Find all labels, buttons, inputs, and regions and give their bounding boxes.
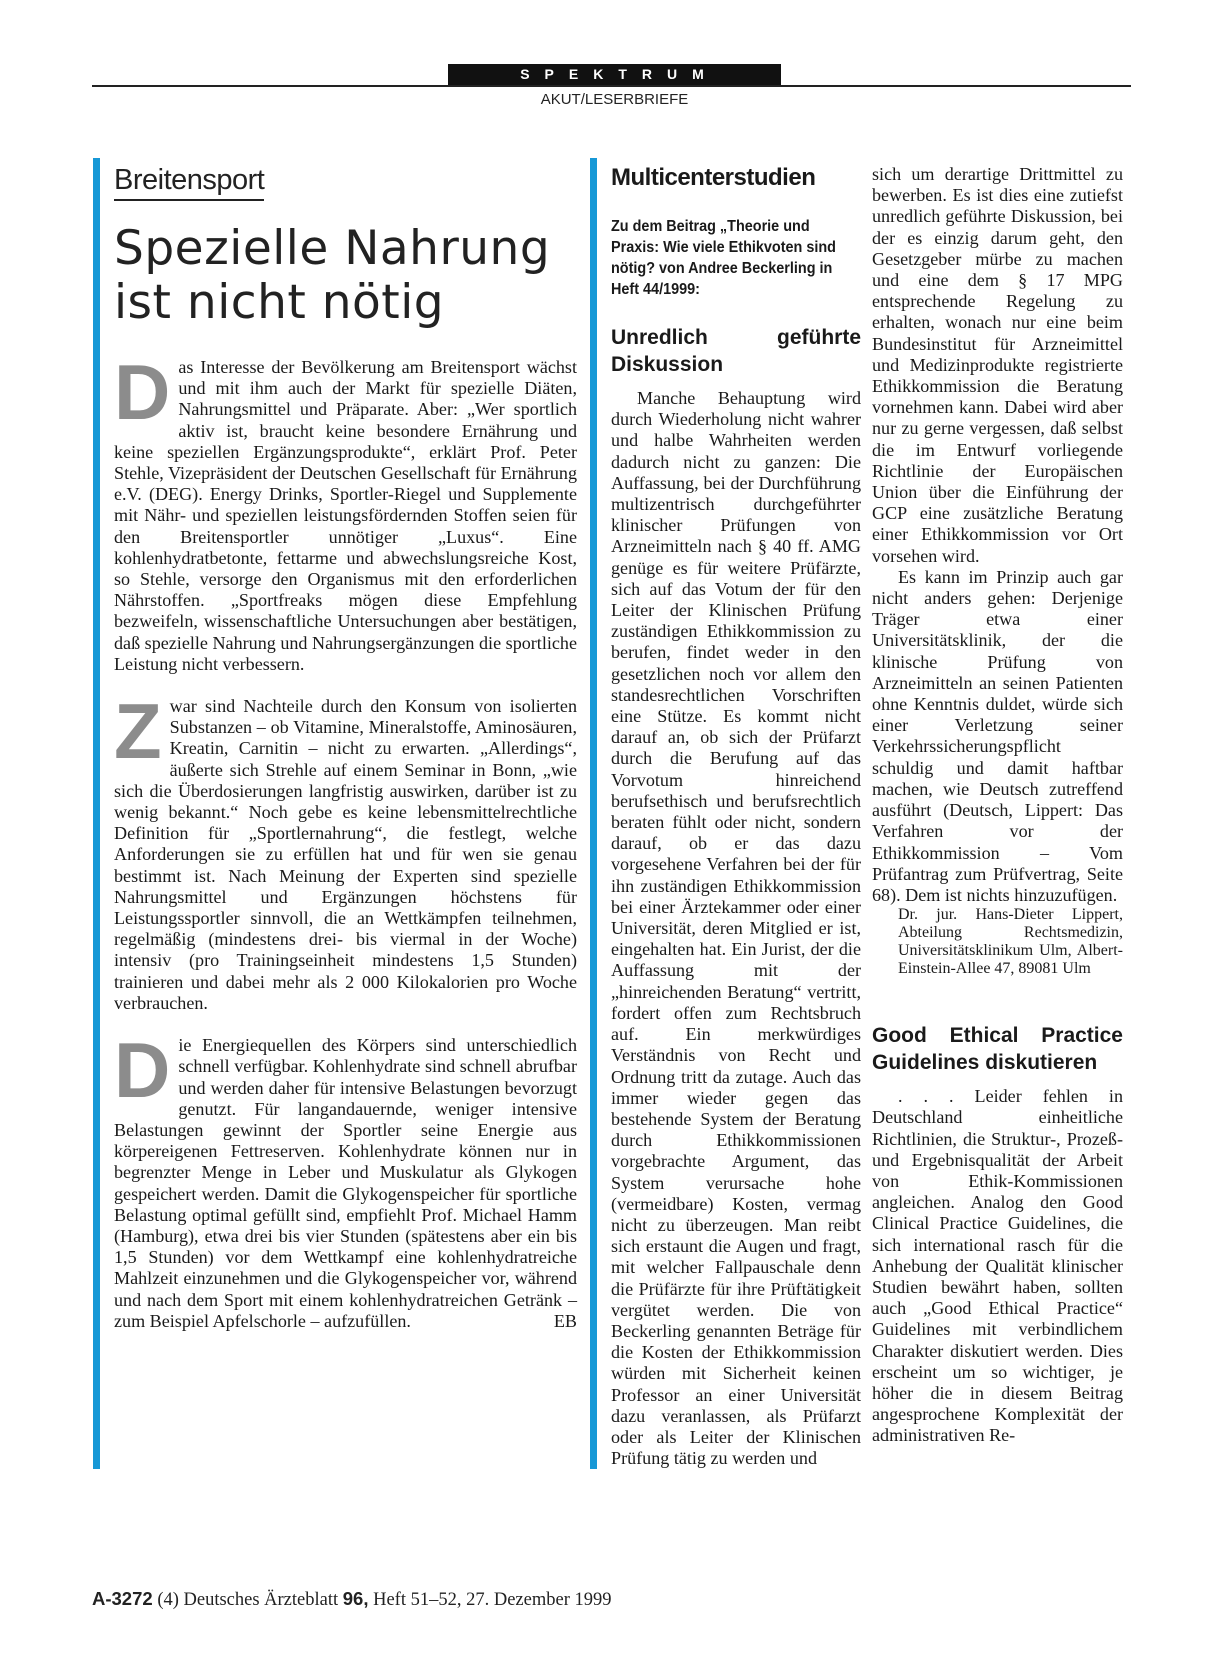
article-paragraph: Die Energiequellen des Körpers sind unterschiedlich schnell verfügbar. Kohlenhydrate sind schnell abrufbar und werden daher für intensive Belastungen bevorzugt genutzt. Für langandauernde, weniger intensive Belastungen gewinnt der Sportler seine Energie aus körpereigenen Fettreserven. Kohlenhydrate können nur in begrenzter Menge in Leber und Muskulatur als Glykogen gespeichert werden. Damit die Glykogenspeicher für sportliche Belastung optimal gefüllt sind, empfiehlt Prof. Michael Hamm (Hamburg), etwa drei bis vier Stunden (spätestens aber ein bis 1,5 Stunden) vor dem Wettkampf eine kohlenhydratreiche Mahlzeit einzunehmen und die Glykogenspeicher vor, während und nach dem Sport mit einem kohlenhydratreichen Getränk – zum Beispiel Apfelschorle – aufzufüllen. EB — [114, 1026, 577, 1331]
letter1-text: Manche Behauptung wird durch Wiederholung nicht wahrer und halbe Wahrheiten werden dadurch nicht zu ganzen: Die Auffassung, bei der Durchführung multizentrisch durchgeführter klinischer Prüfungen von Arzneimitteln nach § 40 ff. AMG genüge es für weitere Prüfärzte, sich auf das Votum der für den Leiter der Klinischen Prüfung zuständigen Ethikkommission zu berufen, findet weder in den gesetzlichen noch vor allem den standesrechtlichen Vorschriften eine Stütze. Es kommt nicht darauf an, ob sich der Prüfarzt durch die Berufung auf das Vorvotum hinreichend berufsethisch und berufsrechtlich beraten fühlt oder nicht, sondern darauf, ob er das dazu vorgesehene Verfahren bei der für ihn zuständigen Ethikkommission bei einer Ärztekammer oder einer Universität, deren Mitglied er ist, eingehalten hat. Ein Jurist, der die Auffassung mit der „hinreichenden Beratung“ vertritt, fordert offen zum Rechtsbruch auf. Ein merkwürdiges Verständnis von Recht und Ordnung tritt da zutage. Auch das immer wieder gegen das bestehende System der Beratung durch Ethikkommissionen vorgebrachte Argument, das System verursache hohe (vermeidbare) Kosten, vermag nicht zu überzeugen. Man reibt sich erstaunt die Augen und fragt, mit welcher Fallpauschale denn die Prüfärzte für ihre Prüftätigkeit vergütet werden. Die von Beckerling genannten Beträge für die Kosten der Ethikkommission würden mit Sicherheit keinen Professor an einer Universität dazu veranlassen, als Prüfarzt oder als Leiter der Klinischen Prüfung tätig zu werden und — [611, 388, 861, 1469]
drop-cap: D — [114, 348, 171, 436]
letters-accent-bar — [590, 158, 597, 1469]
letter2-text: . . . Leider fehlen in Deutschland einheitliche Richtlinien, die Struktur-, Prozeß- und Ergebnisqualität der Arbeit von Ethik-Kommissionen angleichen. Analog den Good Clinical Practice Guidelines, die sich international rasch für die Anhebung der Qualität klinischer Studien bewährt haben, sollten auch „Good Ethical Practice“ Guidelines mit verbindlichem Charakter diskutiert werden. Dies erscheint um so wichtiger, je höher die in diesem Beitrag angesprochene Komplexität der administrativen Re- — [872, 1086, 1123, 1446]
letters-column-2 — [872, 164, 1123, 1447]
article-headline: Spezielle Nahrung ist nicht nötig — [114, 221, 551, 330]
article-paragraph: Zwar sind Nachteile durch den Konsum von isolierten Substanzen – ob Vitamine, Mineralstoffe, Aminosäuren, Kreatin, Carnitin – nicht zu erwarten. „Allerdings“, äußerte sich Strehle auf einem Seminar in Bonn, „wie sich die Überdosierungen langfristig auswirken, darüber ist zu wenig bekannt.“ Noch gebe es keine lebensmittelrechtliche Definition für „Sportlernahrung“, die festlegt, welche Anforderungen sie zu erfüllen hat und für wen sie genau bestimmt ist. Nach Meinung der Experten sind spezielle Nahrungsmittel und Ergänzungen höchstens für Leistungssportler sinnvoll, die an Wettkämpfen teilnehmen, regelmäßig (mindestens drei- bis viermal in der Woche) intensiv (pro Trainingseinheit mindestens 1,5 Stunden) trainieren und dabei mehr als 2 000 Kilokalorien pro Woche verbrauchen. — [114, 687, 577, 1013]
drop-cap: Z — [114, 687, 162, 776]
journal-volume: 96, — [342, 1588, 369, 1609]
journal-name: (4) Deutsches Ärzteblatt — [157, 1590, 339, 1610]
header-rule — [92, 85, 1131, 87]
article-paragraph: Das Interesse der Bevölkerung am Breitensport wächst und mit ihm auch der Markt für spezielle Diäten, Nahrungsmittel und Präparate. Aber: „Wer sportlich aktiv ist, braucht keine besondere Ernährung und keine speziellen Ergänzungsprodukte“, erklärt Prof. Peter Stehle, Vizepräsident der Deutschen Gesellschaft für Ernährung e.V. (DEG). Energy Drinks, Sportler-Riegel und Supplemente mit Nähr- und speziellen leistungsfördernden Stoffen seien für den Breitensportler unnötiger „Luxus“. Eine kohlenhydratbetonte, fettarme und abwechslungsreiche Kost, so Stehle, versorge den Organismus mit den erforderlichen Nährstoffen. „Sportfreaks mögen diese Empfehlung bezweifeln, wissenschaftliche Untersuchungen aber bestätigen, daß spezielle Nahrung und Nahrungsergänzungen die sportliche Leistung nicht verbessern. — [114, 348, 577, 674]
article-author: EB — [553, 1310, 577, 1331]
article-body — [114, 348, 577, 1332]
letters-section-title: Multicenterstudien — [611, 164, 816, 191]
section-label: SPEKTRUM — [448, 64, 781, 85]
letter1-signature: Dr. jur. Hans-Dieter Lippert, Abteilung Rechtsmedizin, Universitätsklinikum Ulm, Albert-Einstein-Allee 47, 89081 Ulm — [898, 906, 1123, 978]
issue-info: Heft 51–52, 27. Dezember 1999 — [373, 1590, 612, 1610]
letter1-title: Unredlich geführte Diskussion — [611, 326, 861, 376]
letters-column-1 — [611, 164, 861, 1469]
article-kicker: Breitensport — [114, 164, 264, 201]
page-number: A-3272 — [92, 1588, 153, 1609]
subsection-label: AKUT/LESERBRIEFE — [540, 91, 689, 108]
page-footer — [92, 1588, 612, 1611]
drop-cap: D — [114, 1026, 171, 1115]
letter1-text-continued: sich um derartige Drittmittel zu bewerben. Es ist dies eine zutiefst unredlich geführte Diskussion, bei der es einzig darum geht, den Gesetzgeber mürbe zu machen und eine dem § 17 MPG entsprechende Regelung zu erhalten, wonach nur eine beim Bundesinstitut für Arzneimittel und Medizinprodukte registrierte Ethikkommission die Beratung vornehmen kann. Dabei wird aber nur zu gerne vergessen, daß selbst die im Entwurf vorliegende Richtlinie der Europäischen Union über die Einführung der GCP eine zusätzliche Beratung einer Ethikkommission vor Ort vorsehen wird. — [872, 164, 1123, 566]
letters-intro: Zu dem Beitrag „Theorie und Praxis: Wie viele Ethikvoten sind nötig? von Andree Beckerling in Heft 44/1999: — [611, 218, 836, 298]
article-accent-bar — [93, 158, 100, 1469]
letter1-text-continued-2: Es kann im Prinzip auch gar nicht anders gehen: Derjenige Träger etwa einer Universitätsklinik, der die klinische Prüfung von Arzneimitteln an seinen Patienten ohne Kenntnis duldet, würde sich einer Verletzung seiner Verkehrssicherungspflicht schuldig und damit haftbar machen, wie Deutsch zutreffend ausführt (Deutsch, Lippert: Das Verfahren vor der Ethikkommission – Vom Prüfantrag zum Prüfvertrag, Seite 68). Dem ist nichts hinzuzufügen. — [872, 566, 1123, 905]
letter2-title: Good Ethical Practice Guidelines diskutieren — [872, 1024, 1123, 1075]
